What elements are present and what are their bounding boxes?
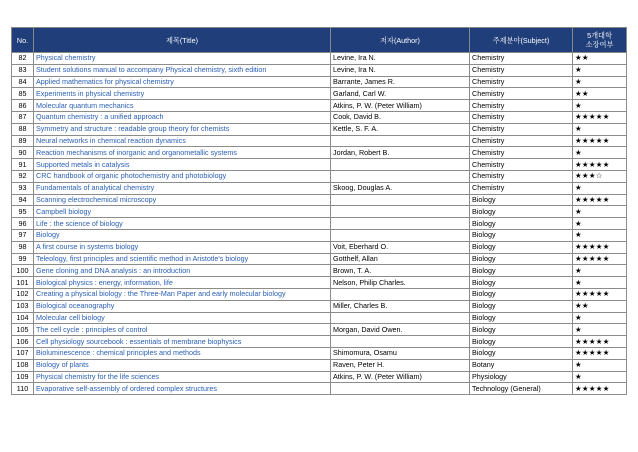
row-number: 86 (12, 100, 34, 112)
row-number: 87 (12, 111, 34, 123)
table-header-row (12, 28, 627, 53)
row-holdings-stars: ★★★★★ (573, 347, 627, 359)
row-subject: Biology (470, 218, 573, 230)
row-holdings-stars: ★ (573, 359, 627, 371)
row-subject: Biology (470, 241, 573, 253)
row-holdings-stars: ★★★★★ (573, 135, 627, 147)
row-holdings-stars: ★ (573, 123, 627, 135)
row-author (331, 218, 470, 230)
row-number: 109 (12, 371, 34, 383)
row-number: 82 (12, 53, 34, 65)
row-author: Cook, David B. (331, 111, 470, 123)
row-author (331, 336, 470, 348)
row-title-link[interactable]: CRC handbook of organic photochemistry and photobiology (34, 170, 331, 182)
row-subject: Biology (470, 265, 573, 277)
row-title-link[interactable]: Biological physics : energy, information, life (34, 277, 331, 289)
header-author: 저자(Author) (331, 28, 470, 53)
row-author: Gotthelf, Allan (331, 253, 470, 265)
row-title-link[interactable]: Fundamentals of analytical chemistry (34, 182, 331, 194)
row-title-link[interactable]: Creating a physical biology : the Three-Man Paper and early molecular biology (34, 288, 331, 300)
row-number: 105 (12, 324, 34, 336)
row-number: 96 (12, 218, 34, 230)
row-author: Brown, T. A. (331, 265, 470, 277)
row-title-link[interactable]: Bioluminescence : chemical principles and methods (34, 347, 331, 359)
row-subject: Biology (470, 288, 573, 300)
row-number: 91 (12, 159, 34, 171)
row-author: Skoog, Douglas A. (331, 182, 470, 194)
row-subject: Chemistry (470, 111, 573, 123)
row-subject: Chemistry (470, 123, 573, 135)
row-title-link[interactable]: Molecular cell biology (34, 312, 331, 324)
row-subject: Physiology (470, 371, 573, 383)
row-holdings-stars: ★ (573, 277, 627, 289)
row-subject: Chemistry (470, 64, 573, 76)
row-holdings-stars: ★ (573, 324, 627, 336)
table-row (12, 253, 627, 265)
table-row (12, 76, 627, 88)
row-subject: Biology (470, 229, 573, 241)
row-number: 107 (12, 347, 34, 359)
row-subject: Chemistry (470, 53, 573, 65)
row-subject: Technology (General) (470, 383, 573, 395)
table-row (12, 288, 627, 300)
header-no: No. (12, 28, 34, 53)
row-author: Jordan, Robert B. (331, 147, 470, 159)
table-row (12, 241, 627, 253)
table-row (12, 159, 627, 171)
row-holdings-stars: ★★★★★ (573, 194, 627, 206)
row-subject: Biology (470, 336, 573, 348)
row-author: Levine, Ira N. (331, 64, 470, 76)
row-author (331, 383, 470, 395)
row-subject: Biology (470, 300, 573, 312)
row-author: Garland, Carl W. (331, 88, 470, 100)
row-number: 103 (12, 300, 34, 312)
row-holdings-stars: ★ (573, 265, 627, 277)
row-title-link[interactable]: Campbell biology (34, 206, 331, 218)
row-holdings-stars: ★ (573, 229, 627, 241)
table-row (12, 218, 627, 230)
row-number: 97 (12, 229, 34, 241)
table-row (12, 170, 627, 182)
row-holdings-stars: ★ (573, 206, 627, 218)
table-row (12, 206, 627, 218)
row-number: 85 (12, 88, 34, 100)
row-number: 102 (12, 288, 34, 300)
row-holdings-stars: ★ (573, 182, 627, 194)
row-holdings-stars: ★★ (573, 53, 627, 65)
row-holdings-stars: ★★★☆ (573, 170, 627, 182)
row-title-link[interactable]: Teleology, first principles and scientific method in Aristotle's biology (34, 253, 331, 265)
row-number: 83 (12, 64, 34, 76)
row-author: Raven, Peter H. (331, 359, 470, 371)
row-title-link[interactable]: Evaporative self-assembly of ordered complex structures (34, 383, 331, 395)
row-holdings-stars: ★★★★★ (573, 159, 627, 171)
row-number: 101 (12, 277, 34, 289)
row-subject: Chemistry (470, 88, 573, 100)
table-row (12, 324, 627, 336)
row-author: Atkins, P. W. (Peter William) (331, 100, 470, 112)
row-holdings-stars: ★★★★★ (573, 241, 627, 253)
row-subject: Chemistry (470, 147, 573, 159)
row-holdings-stars: ★★★★★ (573, 383, 627, 395)
row-subject: Biology (470, 324, 573, 336)
row-subject: Chemistry (470, 159, 573, 171)
row-number: 95 (12, 206, 34, 218)
table-row (12, 277, 627, 289)
row-author (331, 135, 470, 147)
table-row (12, 265, 627, 277)
row-subject: Biology (470, 347, 573, 359)
table-row (12, 147, 627, 159)
row-title-link[interactable]: Biology of plants (34, 359, 331, 371)
row-title-link[interactable]: Physical chemistry (34, 53, 331, 65)
row-title-link[interactable]: Experiments in physical chemistry (34, 88, 331, 100)
table-row (12, 194, 627, 206)
table-row (12, 229, 627, 241)
table-row (12, 64, 627, 76)
row-author: Miller, Charles B. (331, 300, 470, 312)
row-author (331, 312, 470, 324)
row-title-link[interactable]: Reaction mechanisms of inorganic and organometallic systems (34, 147, 331, 159)
table-row (12, 312, 627, 324)
row-title-link[interactable]: Physical chemistry for the life sciences (34, 371, 331, 383)
row-holdings-stars: ★ (573, 64, 627, 76)
row-title-link[interactable]: Gene cloning and DNA analysis : an introduction (34, 265, 331, 277)
row-holdings-stars: ★ (573, 147, 627, 159)
table-row (12, 336, 627, 348)
row-number: 100 (12, 265, 34, 277)
row-subject: Chemistry (470, 100, 573, 112)
row-subject: Biology (470, 312, 573, 324)
row-holdings-stars: ★★ (573, 88, 627, 100)
row-author: Shimomura, Osamu (331, 347, 470, 359)
row-holdings-stars: ★★ (573, 300, 627, 312)
row-subject: Biology (470, 194, 573, 206)
row-subject: Chemistry (470, 76, 573, 88)
row-number: 92 (12, 170, 34, 182)
row-number: 106 (12, 336, 34, 348)
table-row (12, 123, 627, 135)
row-author: Morgan, David Owen. (331, 324, 470, 336)
row-title-link[interactable]: Supported metals in catalysis (34, 159, 331, 171)
header-holdings-line1: 5개대학 (587, 31, 612, 40)
row-title-link[interactable]: Quantum chemistry : a unified approach (34, 111, 331, 123)
row-title-link[interactable]: Biological oceanography (34, 300, 331, 312)
row-title-link[interactable]: Neural networks in chemical reaction dynamics (34, 135, 331, 147)
row-holdings-stars: ★ (573, 312, 627, 324)
row-holdings-stars: ★ (573, 100, 627, 112)
row-holdings-stars: ★★★★★ (573, 111, 627, 123)
row-author: Kettle, S. F. A. (331, 123, 470, 135)
header-subject: 주제분야(Subject) (470, 28, 573, 53)
row-subject: Chemistry (470, 170, 573, 182)
row-number: 93 (12, 182, 34, 194)
row-author (331, 229, 470, 241)
row-subject: Botany (470, 359, 573, 371)
row-author: Levine, Ira N. (331, 53, 470, 65)
row-number: 104 (12, 312, 34, 324)
table-row (12, 359, 627, 371)
header-holdings-line2: 소장여부 (585, 40, 614, 49)
row-holdings-stars: ★ (573, 76, 627, 88)
row-holdings-stars: ★ (573, 218, 627, 230)
row-author: Voit, Eberhard O. (331, 241, 470, 253)
table-row (12, 182, 627, 194)
row-title-link[interactable]: Molecular quantum mechanics (34, 100, 331, 112)
row-author: Nelson, Philip Charles. (331, 277, 470, 289)
row-title-link[interactable]: Cell physiology sourcebook : essentials of membrane biophysics (34, 336, 331, 348)
table-row (12, 135, 627, 147)
row-subject: Biology (470, 206, 573, 218)
row-title-link[interactable]: Biology (34, 229, 331, 241)
row-author (331, 159, 470, 171)
row-number: 89 (12, 135, 34, 147)
table-row (12, 88, 627, 100)
row-subject: Chemistry (470, 135, 573, 147)
table-row (12, 111, 627, 123)
row-number: 88 (12, 123, 34, 135)
row-number: 94 (12, 194, 34, 206)
row-subject: Chemistry (470, 182, 573, 194)
table-row (12, 53, 627, 65)
row-holdings-stars: ★ (573, 371, 627, 383)
row-author (331, 206, 470, 218)
row-number: 84 (12, 76, 34, 88)
header-holdings (573, 28, 627, 53)
row-author (331, 288, 470, 300)
row-subject: Biology (470, 253, 573, 265)
row-holdings-stars: ★★★★★ (573, 253, 627, 265)
row-author: Barrante, James R. (331, 76, 470, 88)
row-subject: Biology (470, 277, 573, 289)
table-row (12, 100, 627, 112)
row-title-link[interactable]: Applied mathematics for physical chemistry (34, 76, 331, 88)
row-holdings-stars: ★★★★★ (573, 288, 627, 300)
row-title-link[interactable]: A first course in systems biology (34, 241, 331, 253)
row-title-link[interactable]: Life : the science of biology (34, 218, 331, 230)
row-number: 90 (12, 147, 34, 159)
row-holdings-stars: ★★★★★ (573, 336, 627, 348)
table-row (12, 347, 627, 359)
header-title: 제목(Title) (34, 28, 331, 53)
book-list-table (11, 27, 627, 395)
row-author (331, 170, 470, 182)
row-title-link[interactable]: Student solutions manual to accompany Physical chemistry, sixth edition (34, 64, 331, 76)
row-title-link[interactable]: Symmetry and structure : readable group theory for chemists (34, 123, 331, 135)
row-author (331, 194, 470, 206)
row-number: 99 (12, 253, 34, 265)
row-number: 110 (12, 383, 34, 395)
row-title-link[interactable]: The cell cycle : principles of control (34, 324, 331, 336)
table-row (12, 300, 627, 312)
table-row (12, 371, 627, 383)
row-number: 108 (12, 359, 34, 371)
row-author: Atkins, P. W. (Peter William) (331, 371, 470, 383)
row-number: 98 (12, 241, 34, 253)
row-title-link[interactable]: Scanning electrochemical microscopy (34, 194, 331, 206)
table-row (12, 383, 627, 395)
